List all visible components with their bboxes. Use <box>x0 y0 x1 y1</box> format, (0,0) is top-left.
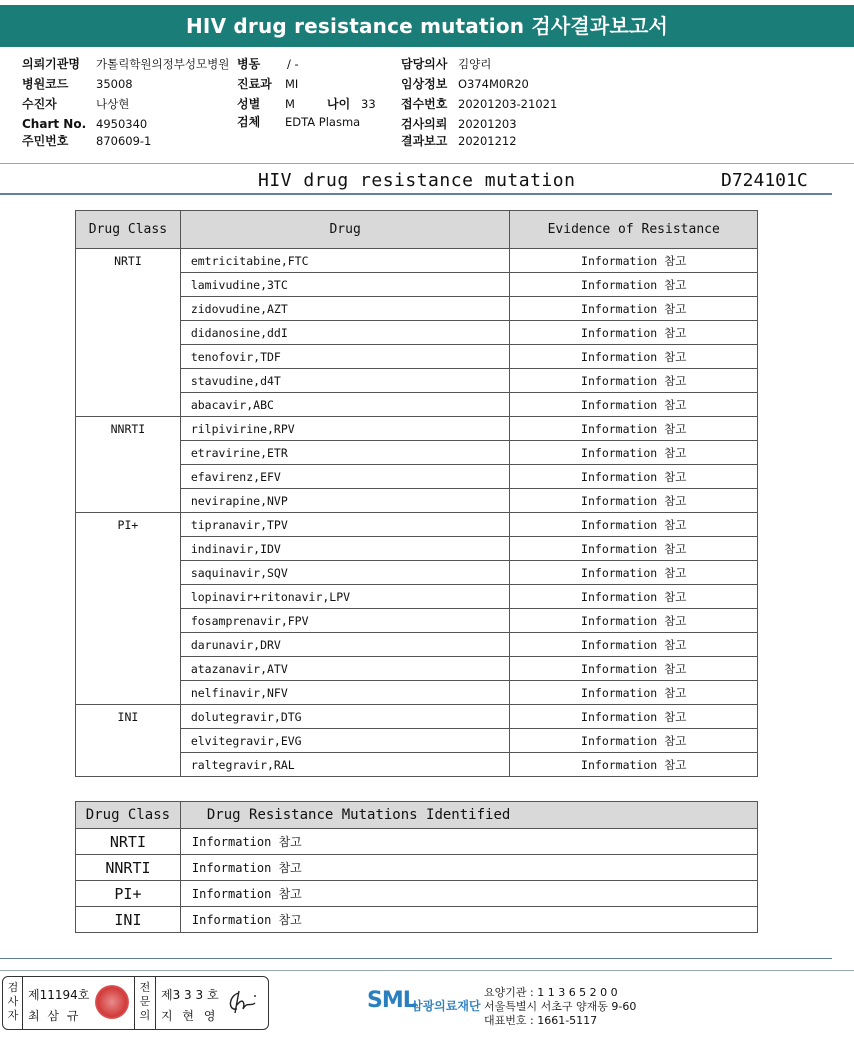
info-value: O374M0R20 <box>458 77 529 91</box>
evidence-cell: Information 참고 <box>510 297 758 321</box>
table-row <box>76 907 758 933</box>
foundation-name: 삼광의료재단 <box>411 999 481 1013</box>
evidence-cell: Information 참고 <box>510 321 758 345</box>
evidence-cell: Information 참고 <box>510 609 758 633</box>
evidence-cell: Information 참고 <box>510 729 758 753</box>
info-label: 진료과 <box>237 77 272 91</box>
address: 서울특별시 서초구 양재동 9-60 <box>484 1000 637 1013</box>
drug-cell: lopinavir+ritonavir,LPV <box>180 585 510 609</box>
info-label: 성별 <box>237 97 261 111</box>
evidence-cell: Information 참고 <box>510 753 758 777</box>
evidence-cell: Information 참고 <box>510 489 758 513</box>
evidence-cell: Information 참고 <box>510 249 758 273</box>
divider <box>0 958 832 959</box>
drug-cell: darunavir,DRV <box>180 633 510 657</box>
evidence-cell: Information 참고 <box>510 345 758 369</box>
drug-class-cell: PI+ <box>76 881 181 907</box>
info-value: 870609-1 <box>96 134 152 148</box>
drug-cell: efavirenz,EFV <box>180 465 510 489</box>
info-label: 의뢰기관명 <box>22 57 80 71</box>
mutation-cell: Information 참고 <box>180 907 757 933</box>
evidence-cell: Information 참고 <box>510 441 758 465</box>
drug-cell: nevirapine,NVP <box>180 489 510 513</box>
info-label: 나이 <box>327 97 351 111</box>
report-title: HIV drug resistance mutation 검사결과보고서 <box>0 5 854 47</box>
drug-cell: didanosine,ddI <box>180 321 510 345</box>
phone-number: 대표번호 : 1661-5117 <box>484 1014 598 1027</box>
column-header: Evidence of Resistance <box>510 211 758 249</box>
drug-cell: stavudine,d4T <box>180 369 510 393</box>
evidence-cell: Information 참고 <box>510 369 758 393</box>
drug-cell: tipranavir,TPV <box>180 513 510 537</box>
test-code: D724101C <box>721 170 808 191</box>
evidence-cell: Information 참고 <box>510 513 758 537</box>
info-value: / - <box>287 57 299 71</box>
info-label: 결과보고 <box>401 134 448 148</box>
tester-name: 최 삼 규 <box>28 1009 81 1023</box>
table-row <box>76 881 758 907</box>
info-value: M <box>285 97 295 111</box>
agency-number: 요양기관 : 1 1 3 6 5 2 0 0 <box>484 986 618 999</box>
drug-cell: rilpivirine,RPV <box>180 417 510 441</box>
column-header: Drug Class <box>76 211 181 249</box>
evidence-cell: Information 참고 <box>510 633 758 657</box>
drug-cell: indinavir,IDV <box>180 537 510 561</box>
table-row <box>76 513 758 537</box>
signature-box <box>2 976 269 1030</box>
info-value: 나상현 <box>96 97 130 111</box>
table-row <box>76 705 758 729</box>
info-value: 20201203-21021 <box>458 97 558 111</box>
tester-label: 검 사 자 <box>7 981 19 1022</box>
tester-number: 제11194호 <box>28 988 90 1002</box>
mutations-table <box>75 801 758 933</box>
drug-class-cell: NNRTI <box>76 855 181 881</box>
info-value: 33 <box>361 97 376 111</box>
divider <box>0 970 854 971</box>
drug-cell: zidovudine,AZT <box>180 297 510 321</box>
info-label: Chart No. <box>22 117 87 131</box>
evidence-cell: Information 참고 <box>510 657 758 681</box>
divider <box>134 977 135 1029</box>
table-row <box>76 417 758 441</box>
divider <box>155 977 156 1029</box>
info-label: 병원코드 <box>22 77 69 91</box>
evidence-cell: Information 참고 <box>510 561 758 585</box>
column-header: Drug <box>180 211 510 249</box>
drug-cell: saquinavir,SQV <box>180 561 510 585</box>
evidence-cell: Information 참고 <box>510 465 758 489</box>
info-label: 주민번호 <box>22 134 69 148</box>
sml-logo: SML <box>367 988 416 1013</box>
info-value: MI <box>285 77 299 91</box>
info-label: 임상정보 <box>401 77 448 91</box>
evidence-cell: Information 참고 <box>510 585 758 609</box>
specialist-number: 제3 3 3 호 <box>161 988 219 1002</box>
info-value: 4950340 <box>96 117 148 131</box>
drug-class-cell: PI+ <box>76 513 181 705</box>
table-row <box>76 249 758 273</box>
info-value: 가톨릭학원의정부성모병원 <box>96 57 230 71</box>
drug-cell: tenofovir,TDF <box>180 345 510 369</box>
evidence-cell: Information 참고 <box>510 681 758 705</box>
info-value: 20201203 <box>458 117 517 131</box>
divider <box>0 163 854 164</box>
drug-class-cell: NRTI <box>76 829 181 855</box>
info-label: 담당의사 <box>401 57 448 71</box>
column-header: Drug Class <box>76 802 181 829</box>
info-label: 접수번호 <box>401 97 448 111</box>
evidence-cell: Information 참고 <box>510 393 758 417</box>
specialist-name: 지 현 영 <box>161 1009 219 1023</box>
table-row <box>76 829 758 855</box>
drug-cell: nelfinavir,NFV <box>180 681 510 705</box>
info-value: EDTA Plasma <box>285 115 361 129</box>
divider <box>0 193 832 195</box>
mutation-cell: Information 참고 <box>180 881 757 907</box>
drug-cell: dolutegravir,DTG <box>180 705 510 729</box>
drug-cell: fosamprenavir,FPV <box>180 609 510 633</box>
info-label: 검사의뢰 <box>401 117 448 131</box>
drug-cell: atazanavir,ATV <box>180 657 510 681</box>
info-label: 수진자 <box>22 97 57 111</box>
drug-cell: abacavir,ABC <box>180 393 510 417</box>
evidence-cell: Information 참고 <box>510 537 758 561</box>
info-value: 김양리 <box>458 57 492 71</box>
divider <box>22 977 23 1029</box>
drug-cell: etravirine,ETR <box>180 441 510 465</box>
table-row <box>76 855 758 881</box>
drug-cell: emtricitabine,FTC <box>180 249 510 273</box>
info-value: 20201212 <box>458 134 517 148</box>
drug-cell: lamivudine,3TC <box>180 273 510 297</box>
seal-stamp <box>95 985 129 1019</box>
drug-class-cell: INI <box>76 907 181 933</box>
signature-icon <box>225 987 261 1017</box>
info-value: 35008 <box>96 77 133 91</box>
drug-class-cell: INI <box>76 705 181 777</box>
drug-class-cell: NNRTI <box>76 417 181 513</box>
specialist-label: 전 문 의 <box>139 981 151 1022</box>
drug-cell: raltegravir,RAL <box>180 753 510 777</box>
column-header: Drug Resistance Mutations Identified <box>180 802 757 829</box>
drug-class-cell: NRTI <box>76 249 181 417</box>
evidence-cell: Information 참고 <box>510 705 758 729</box>
evidence-cell: Information 참고 <box>510 417 758 441</box>
evidence-cell: Information 참고 <box>510 273 758 297</box>
drug-cell: elvitegravir,EVG <box>180 729 510 753</box>
drug-resistance-table <box>75 210 758 777</box>
mutation-cell: Information 참고 <box>180 855 757 881</box>
section-title: HIV drug resistance mutation <box>258 170 576 191</box>
mutation-cell: Information 참고 <box>180 829 757 855</box>
info-label: 병동 <box>237 57 261 71</box>
info-label: 검체 <box>237 115 261 129</box>
